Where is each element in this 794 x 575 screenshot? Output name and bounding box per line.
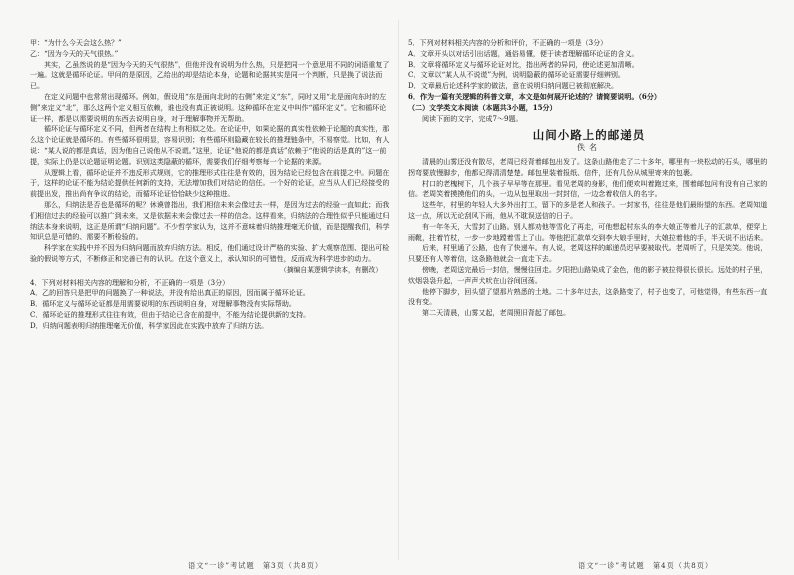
story-paragraph: 清晨的山雾还没有散尽，老周已经背着邮包出发了。这条山路他走了二十多年，哪里有一块松动的石头，哪里的拐弯要放慢脚步，他都记得清清楚楚。邮包里装着报纸、信件，还有几份从城里寄来的包裹。 <box>408 156 768 177</box>
question-5-option-a: A．文章开头以对话引出话题，通俗易懂，便于读者理解循环论证的含义。 <box>408 48 639 58</box>
section-instruction: 阅读下面的文字，完成7～9题。 <box>422 113 523 123</box>
left-page <box>30 38 390 560</box>
story-paragraph: 后来，村里通了公路，也有了快递车。有人说，老周这样的邮递员迟早要被取代。老周听了，只是笑笑。他说，只要还有人等着信，这条路他就会一直走下去。 <box>408 243 768 264</box>
question-4-option-b: B．循环定义与循环论证都是用需要说明的东西说明自身，对理解事物没有实际帮助。 <box>30 299 296 309</box>
question-5-stem: 5．下列对材料相关内容的分析和评价，不正确的一项是（3分） <box>408 38 608 47</box>
section-heading: （二）文学类文本阅读（本题共3小题，15分） <box>408 102 557 112</box>
question-4-option-a: A．乙的回答只是把甲的问题换了一种说法，并没有给出真正的原因，因而属于循环论证。 <box>30 288 310 298</box>
dialogue-line-1: 甲：“为什么今天会这么热？” <box>30 38 122 47</box>
story-paragraph: 这些年，村里的年轻人大多外出打工，留下的多是老人和孩子。一封家书，往往是他们最盼望的东西。老周知道这一点，所以无论刮风下雨，他从不耽误送信的日子。 <box>408 200 768 220</box>
story-paragraph: 第二天清晨，山雾又起，老周照旧背起了邮包。 <box>422 308 570 318</box>
story-title: 山间小路上的邮递员 <box>532 128 646 143</box>
source-citation: （摘编自某逻辑学读本，有删改） <box>280 265 382 274</box>
story-paragraph: 有一年冬天，大雪封了山路。别人都劝他等雪化了再走，可他想起村东头的李大娘正等着儿子的汇款单，便穿上雨靴，拄着竹杖，一步一步地蹚着雪上了山。等他把汇款单交到李大娘手里时，大娘拉着他的手，半天说不出话来。 <box>408 221 768 242</box>
body-paragraph: 循环论证与循环定义不同，但两者在结构上有相似之处。在论证中，如果论据的真实性依赖于论题的真实性，那么这个论证就是循环的。有些循环很明显，容易识别；有些循环则隐藏在较长的推理链条中，不易察觉。比如，有人说：“某人说的都是真话，因为他自己说他从不说谎。”这里，论证“他说的都是真话”依赖于“他说的话是真的”这一前提，实际上仍是以论题证明论题。识别这类隐蔽的循环，需要我们仔细考察每一个论据的来源。 <box>30 124 390 166</box>
question-6-stem: 6．作为一篇有关逻辑的科普文章，本文是如何展开论述的？请简要说明。（6分） <box>408 91 661 101</box>
right-page <box>408 38 770 560</box>
question-5-option-c: C．文章以“某人从不说谎”为例，说明隐蔽的循环论证需要仔细辨别。 <box>408 70 625 80</box>
question-5-option-d: D．文章最后论述科学家的做法，意在说明归纳问题已被彻底解决。 <box>408 81 619 91</box>
question-4-option-c: C．循环论证的推理形式往往有效，但由于结论已含在前提中，不能为结论提供新的支持。 <box>30 309 311 319</box>
page-fold-divider <box>398 20 399 560</box>
body-paragraph: 在定义问题中也常常出现循环。例如，假设用“东是面向北时的右侧”来定义“东”，同时又用“北是面向东时的左侧”来定义“北”，那么这两个定义相互依赖，谁也没有真正被说明。这种循环在定义中叫作“循环定义”。它和循环论证一样，都是以需要说明的东西去说明自身，对于理解事物并无帮助。 <box>30 91 387 123</box>
question-5-option-b: B．文章将循环定义与循环论证对比，指出两者的异同，使论述更加清晰。 <box>408 59 639 69</box>
story-paragraph: 村口的老槐树下，几个孩子早早等在那里。看见老周的身影，他们便欢叫着跑过来，围着邮包问有没有自己家的信。老周笑着摸摸他们的头，一边从包里取出一封封信，一边念着收信人的名字。 <box>408 178 768 199</box>
footer-page-number-right: 语文“一诊”考试题 第4页（共8页） <box>578 561 714 570</box>
body-paragraph: 其实，乙虽然说的是“因为今天的天气很热”，但他并没有说明为什么热，只是把同一个意思用不同的词语重复了一遍。这就是循环论证。甲问的是原因，乙给出的却是结论本身，论题和论据其实是同一个判断，只是换了说法而已。 <box>30 59 390 91</box>
body-paragraph: 那么，归纳法是否也是循环的呢？休谟曾指出，我们相信未来会像过去一样，是因为过去的经验一直如此；而我们相信过去的经验可以推广到未来，又是依据未来会像过去一样的信念。这样看来，归纳法的合理性似乎只能通过归纳法本身来说明，这正是所谓“归纳问题”。不少哲学家认为，这并不意味着归纳推理毫无价值，而是提醒我们，科学知识总是可错的、需要不断检验的。 <box>30 199 390 242</box>
body-paragraph: 科学家在实践中并不因为归纳问题而放弃归纳方法。相反，他们通过设计严格的实验、扩大观察范围、提出可检验的假说等方式，不断修正和完善已有的认识。在这个意义上，承认知识的可错性，反而成为科学进步的动力。 <box>30 243 390 263</box>
dialogue-line-2: 乙：“因为今天的天气很热。” <box>30 48 119 58</box>
body-paragraph: 从逻辑上看，循环论证并不违反形式规则，它的推理形式往往是有效的，因为结论已经包含在前提之中。问题在于，这样的论证不能为结论提供任何新的支持，无法增加我们对结论的信任。一个好的论证，应当从人们已经接受的前提出发，推出尚有争议的结论，而循环论证恰恰缺少这种推进。 <box>30 167 390 199</box>
story-paragraph: 他停下脚步，回头望了望那片熟悉的土地。二十多年过去，这条路变了，村子也变了，可他觉得，有些东西一直没有变。 <box>408 286 768 307</box>
story-paragraph: 傍晚，老周送完最后一封信，慢慢往回走。夕阳把山路染成了金色，他的影子被拉得很长很长。远处的村子里，炊烟袅袅升起，一声声犬吠在山谷间回荡。 <box>408 264 768 285</box>
footer-page-number-left: 语文“一诊”考试题 第3页（共8页） <box>188 561 324 570</box>
question-4-option-d: D．归纳问题表明归纳推理毫无价值，科学家因此在实践中放弃了归纳方法。 <box>30 320 269 330</box>
story-author: 佚名 <box>577 143 601 153</box>
question-4-stem: 4．下列对材料相关内容的理解和分析，不正确的一项是（3分） <box>30 277 230 287</box>
